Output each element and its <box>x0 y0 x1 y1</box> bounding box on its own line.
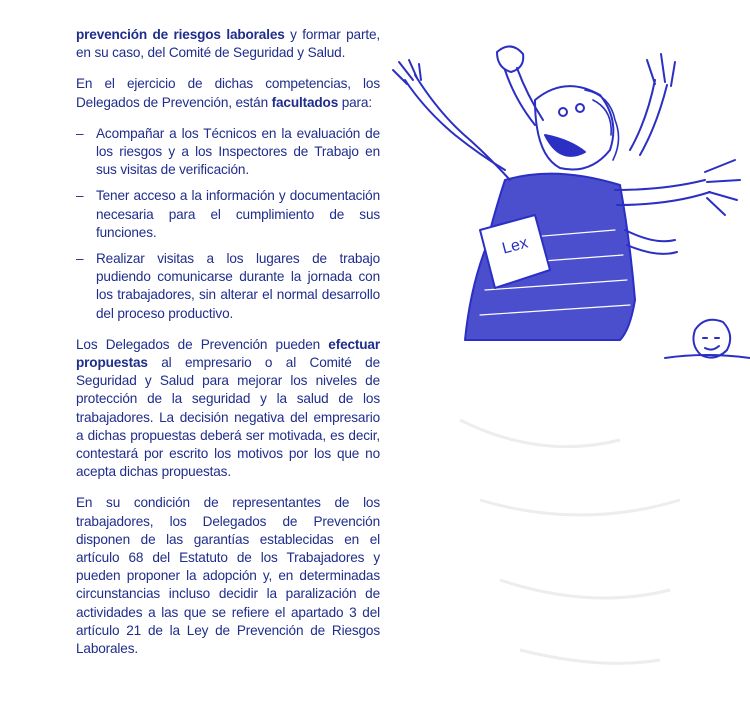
small-figure-face <box>703 338 719 350</box>
up-fist <box>497 46 523 72</box>
paragraph-4: En su condición de representantes de los trabajadores, los Delegados de Prevención disponen de las garantías establecidas en el artículo 68 del Estatuto de los Trabajadores y pueden proponer la adopción y, en determinadas circunstancias incluso decidir la paralización de actividades a las que se refiere el apartado 3 del artículo 21 de la Ley de Prevención de Riesgos Laborales. <box>76 495 380 657</box>
p3-bold: efectuar propuestas <box>76 336 380 371</box>
p3-after: al empresario o al Comité de Seguridad y Salud para mejorar los niveles de protección de la seguridad y la salud de los trabajadores. La decisión negativa del empresario a dichas propuestas deberá ser motivada, es decir, contestará por escrito los motivos por los que no acepta dichas propuestas. <box>76 355 380 480</box>
lower-arm <box>625 230 677 254</box>
right-arm <box>630 80 667 155</box>
list-item-text: Tener acceso a la información y documentación necesaria para el cumplimiento de sus funciones. <box>96 188 380 240</box>
p2-before: En el ejercicio de dichas competencias, los Delegados de Prevención, están <box>76 76 380 110</box>
faculties-list <box>76 125 380 323</box>
small-figure-head <box>693 320 730 358</box>
list-item-text: Acompañar a los Técnicos en la evaluación de los riesgos y a los Inspectores de Trabajo en sus visitas de verificación. <box>96 125 380 178</box>
list-item <box>76 125 380 180</box>
bleed-through-shadow <box>420 380 740 700</box>
cartoon-illustration <box>385 40 750 370</box>
p2-bold: facultados <box>271 94 339 110</box>
bullet-dash: – <box>76 125 84 141</box>
far-right-arm <box>615 180 710 205</box>
p1-rest: y formar parte, en su caso, del Comité de Seguridad y Salud. <box>76 27 380 61</box>
left-hand <box>393 60 421 84</box>
up-arm <box>505 68 543 125</box>
bullet-dash: – <box>76 188 84 204</box>
open-mouth <box>545 135 585 156</box>
bullet-dash: – <box>76 251 84 267</box>
eye <box>559 108 567 116</box>
list-item <box>76 187 380 242</box>
head-outline <box>535 86 613 169</box>
paragraph-1 <box>76 26 380 62</box>
text-column <box>76 26 380 671</box>
left-arm-stroke-2 <box>415 75 510 180</box>
p3-before: Los Delegados de Prevención pueden <box>76 336 329 352</box>
p1-bold: prevención de riesgos laborales <box>76 27 285 42</box>
p2-after: para: <box>338 94 372 110</box>
paragraph-3 <box>76 336 380 482</box>
list-item <box>76 250 380 323</box>
eye <box>576 104 584 112</box>
list-item-text: Realizar visitas a los lugares de trabajo pudiendo comunicarse durante la jornada con los trabajadores, sin alterar el normal desarrollo del proceso productivo. <box>96 251 380 321</box>
paragraph-2 <box>76 75 380 111</box>
far-right-hand <box>705 160 740 215</box>
book-label: Lex <box>500 234 530 258</box>
right-hand <box>647 54 675 86</box>
